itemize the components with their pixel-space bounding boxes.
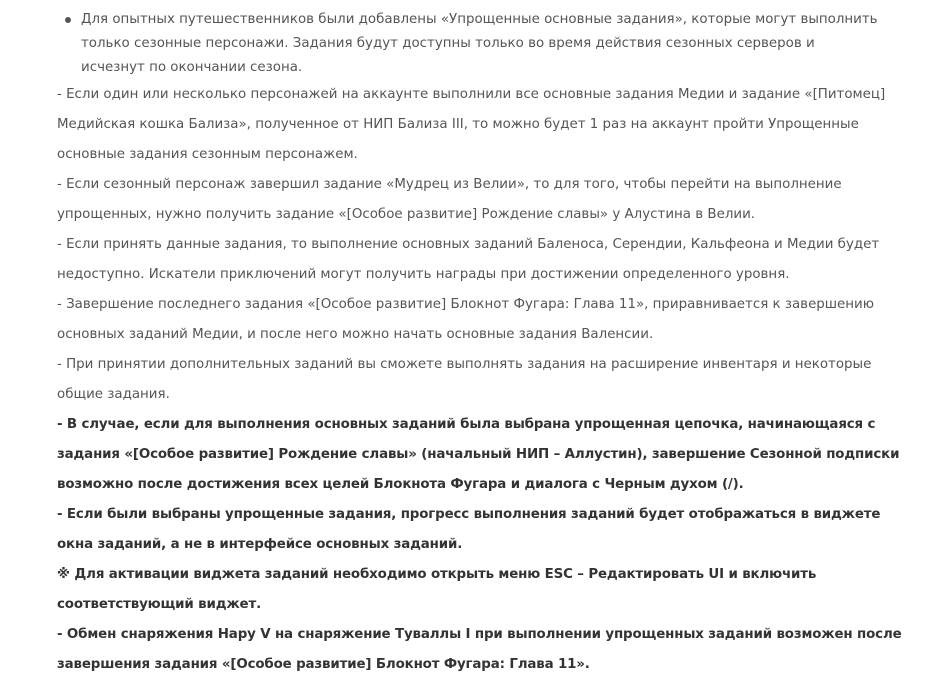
paragraph-unavailable-quests: - Если принять данные задания, то выполнение основных заданий Баленоса, Серендии, Кальфеона и Медии будет недоступно. Искатели приключений могут получить награды при достижении определенного уровня. <box>57 237 880 282</box>
paragraph-widget-note: ※ Для активации виджета заданий необходимо открыть меню ESC – Редактировать UI и включить соответствующий виджет. <box>57 567 817 612</box>
paragraph-widget-progress: - Если были выбраны упрощенные задания, прогресс выполнения заданий будет отображаться в виджете окна заданий, а не в интерфейсе основных заданий. <box>57 507 881 552</box>
paragraph-additional-quests: - При принятии дополнительных заданий вы сможете выполнять задания на расширение инвентаря и некоторые общие задания. <box>57 357 872 402</box>
paragraph-velia-sage: - Если сезонный персонаж завершил задание «Мудрец из Велии», то для того, чтобы перейти на выполнение упрощенных, нужно получить задание «[Особое развитие] Рождение славы» у Алустина в Велии. <box>57 177 842 222</box>
list-item <box>81 8 881 80</box>
bullet-list <box>57 8 925 80</box>
paragraph-season-pass: - В случае, если для выполнения основных заданий была выбрана упрощенная цепочка, начинающаяся с задания «[Особое развитие] Рождение славы» (начальный НИП – Аллустин), завершение Сезонной подписки возможно после достижения всех целей Блокнота Фугара и диалога с Черным духом (/). <box>57 417 900 492</box>
paragraph-gear-exchange: - Обмен снаряжения Нару V на снаряжение Туваллы I при выполнении упрощенных заданий возможен после завершения задания «[Особое развитие] Блокнот Фугара: Глава 11». <box>57 627 902 672</box>
bullet-text: Для опытных путешественников были добавлены «Упрощенные основные задания», которые могут выполнить только сезонные персонажи. Задания будут доступны только во время действия сезонных серверов и исчезнут по окончании сезона. <box>81 12 878 75</box>
bullet-dot-icon <box>65 17 71 23</box>
paragraph-final-quest: - Завершение последнего задания «[Особое развитие] Блокнот Фугара: Глава 11», приравнивается к завершению основных заданий Медии, и после него можно начать основные задания Валенсии. <box>57 297 875 342</box>
paragraph-account-eligibility: - Если один или несколько персонажей на аккаунте выполнили все основные задания Медии и задание «[Питомец] Медийская кошка Бализа», полученное от НИП Бализа III, то можно будет 1 раз на аккаунт пройти Упрощенные основные задания сезонным персонажем. <box>57 87 886 162</box>
